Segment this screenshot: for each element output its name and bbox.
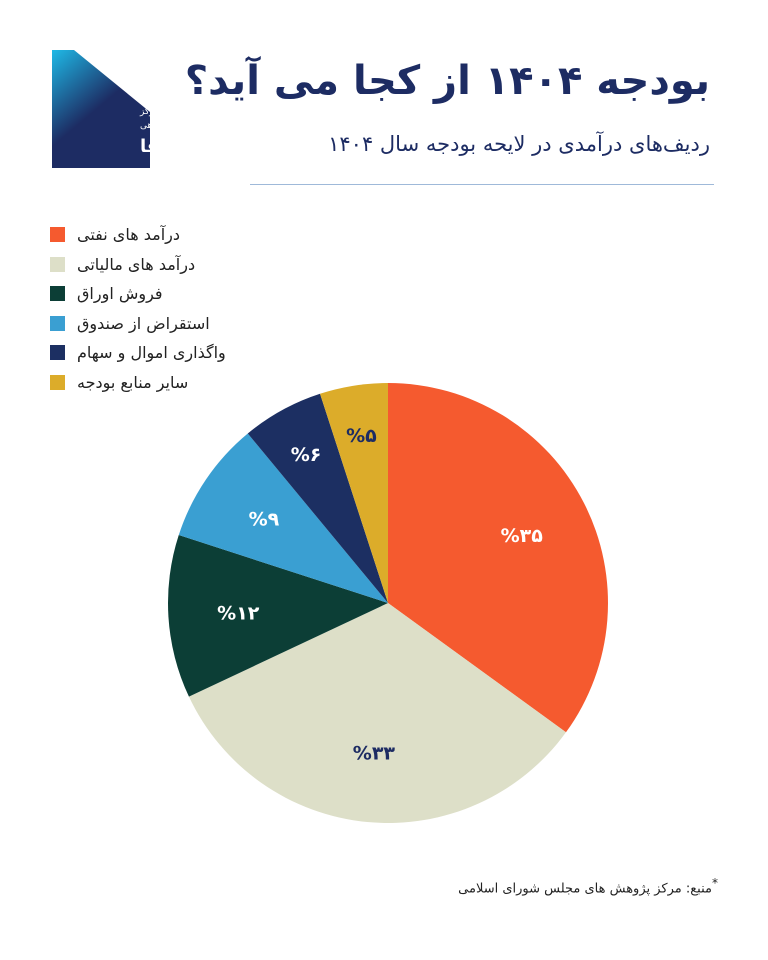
legend-item [50, 220, 226, 250]
legend-swatch [50, 316, 65, 331]
legend-item [50, 250, 226, 280]
legend-label: درآمد های نفتی [77, 225, 180, 245]
legend-swatch [50, 345, 65, 360]
legend-swatch [50, 257, 65, 272]
source-text: منبع: مرکز پژوهش های مجلس شورای اسلامی [458, 881, 712, 897]
source-star: * [712, 876, 718, 890]
slice-label: %۳۳ [352, 742, 396, 765]
header-divider [250, 184, 714, 185]
slice-label: %۶ [290, 444, 322, 466]
zorfa-logo [52, 50, 180, 168]
legend-swatch [50, 286, 65, 301]
page-title: بودجه ۱۴۰۴ از کجا می آید؟ [184, 58, 710, 104]
legend-label: درآمد های مالیاتی [77, 254, 196, 274]
slice-label: %۱۲ [217, 602, 260, 625]
legend-swatch [50, 227, 65, 242]
slice-label: %۹ [248, 508, 280, 531]
logo-brand: زُرفا [140, 136, 180, 157]
chart-legend [50, 220, 226, 397]
logo-line1: مرکز [140, 107, 160, 117]
logo-line2: داده‌پژوهی [140, 121, 180, 131]
pie-chart [160, 375, 616, 831]
legend-item [50, 279, 226, 309]
legend-item [50, 309, 226, 339]
legend-label: فروش اوراق [77, 284, 163, 304]
legend-swatch [50, 375, 65, 390]
legend-label: استقراض از صندوق [77, 313, 210, 333]
source-note [458, 876, 718, 896]
legend-label: واگذاری اموال و سهام [77, 343, 226, 363]
logo-shape [52, 50, 150, 168]
slice-label: %۵ [346, 425, 377, 448]
legend-label: سایر منابع بودجه [77, 372, 189, 392]
page-subtitle: ردیف‌های درآمدی در لایحه بودجه سال ۱۴۰۴ [328, 132, 710, 156]
slice-label: %۳۵ [500, 524, 543, 547]
legend-item [50, 338, 226, 368]
